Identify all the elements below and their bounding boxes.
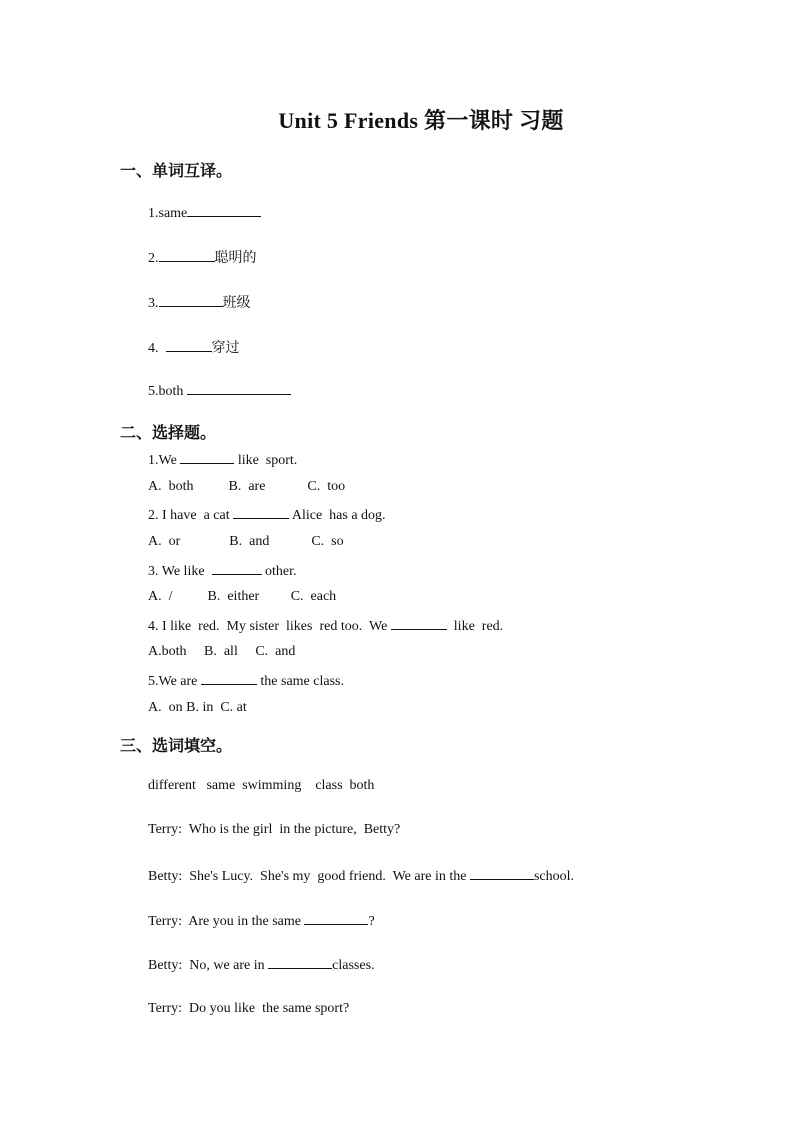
answer-blank[interactable] — [470, 867, 534, 880]
answer-blank[interactable] — [180, 451, 234, 464]
question-text: 3. We like — [148, 564, 212, 579]
item-text: 1.same — [148, 206, 188, 221]
choice-question-1 — [148, 451, 297, 469]
question-text: the same class. — [256, 674, 344, 689]
answer-blank[interactable] — [166, 339, 212, 352]
item-text: 2. — [148, 251, 159, 266]
item-chinese: 班级 — [222, 295, 251, 311]
section-heading-translation: 一、单词互译。 — [120, 161, 233, 180]
item-text: 3. — [148, 296, 159, 311]
item-text: 5.both — [148, 384, 187, 399]
answer-blank[interactable] — [159, 249, 215, 262]
dialogue-text: Betty: She's Lucy. She's my good friend. We are in the — [148, 869, 470, 884]
dialogue-text: classes. — [332, 958, 375, 973]
item-text: 4. — [148, 341, 166, 356]
question-text: 5.We are — [148, 674, 201, 689]
choice-options-4: A.both B. all C. and — [148, 644, 296, 659]
question-text: 4. I like red. My sister likes red too. We — [148, 619, 391, 634]
question-text: 2. I have a cat — [148, 508, 234, 523]
choice-options-3: A. / B. either C. each — [148, 589, 337, 604]
choice-question-3 — [148, 562, 297, 580]
dialogue-line-3 — [148, 912, 375, 930]
section-heading-fill-in: 三、选词填空。 — [120, 736, 233, 755]
answer-blank[interactable] — [187, 382, 291, 395]
question-text: 1.We — [148, 453, 181, 468]
translation-item-4 — [148, 337, 240, 357]
translation-item-3 — [148, 292, 251, 312]
dialogue-line-4 — [148, 956, 375, 974]
answer-blank[interactable] — [391, 617, 447, 630]
dialogue-line-1: Terry: Who is the girl in the picture, Betty? — [148, 822, 401, 837]
answer-blank[interactable] — [187, 204, 261, 217]
answer-blank[interactable] — [304, 912, 368, 925]
question-text: like sport. — [234, 453, 298, 468]
answer-blank[interactable] — [212, 562, 262, 575]
question-text: like red. — [446, 619, 504, 634]
question-text: Alice has a dog. — [289, 508, 386, 523]
answer-blank[interactable] — [233, 506, 289, 519]
answer-blank[interactable] — [201, 672, 257, 685]
answer-blank[interactable] — [268, 956, 332, 969]
question-text: other. — [261, 564, 297, 579]
dialogue-line-5: Terry: Do you like the same sport? — [148, 1001, 350, 1016]
translation-item-2 — [148, 247, 257, 267]
translation-item-5 — [148, 382, 291, 400]
word-bank: different same swimming class both — [148, 778, 375, 793]
answer-blank[interactable] — [159, 294, 223, 307]
choice-question-2 — [148, 506, 386, 524]
choice-question-5 — [148, 672, 344, 690]
dialogue-text: ? — [368, 914, 375, 929]
dialogue-line-2 — [148, 867, 574, 885]
choice-options-5: A. on B. in C. at — [148, 700, 247, 715]
dialogue-text: Betty: No, we are in — [148, 958, 269, 973]
choice-question-4 — [148, 617, 503, 635]
translation-item-1 — [148, 204, 261, 222]
dialogue-text: Terry: Are you in the same — [148, 914, 305, 929]
choice-options-1: A. both B. are C. too — [148, 479, 346, 494]
section-heading-multiple-choice: 二、选择题。 — [120, 423, 217, 442]
page-title: Unit 5 Friends 第一课时 习题 — [278, 108, 564, 133]
item-chinese: 聪明的 — [214, 250, 257, 266]
choice-options-2: A. or B. and C. so — [148, 534, 344, 549]
dialogue-text: school. — [533, 869, 575, 884]
item-chinese: 穿过 — [211, 340, 240, 356]
